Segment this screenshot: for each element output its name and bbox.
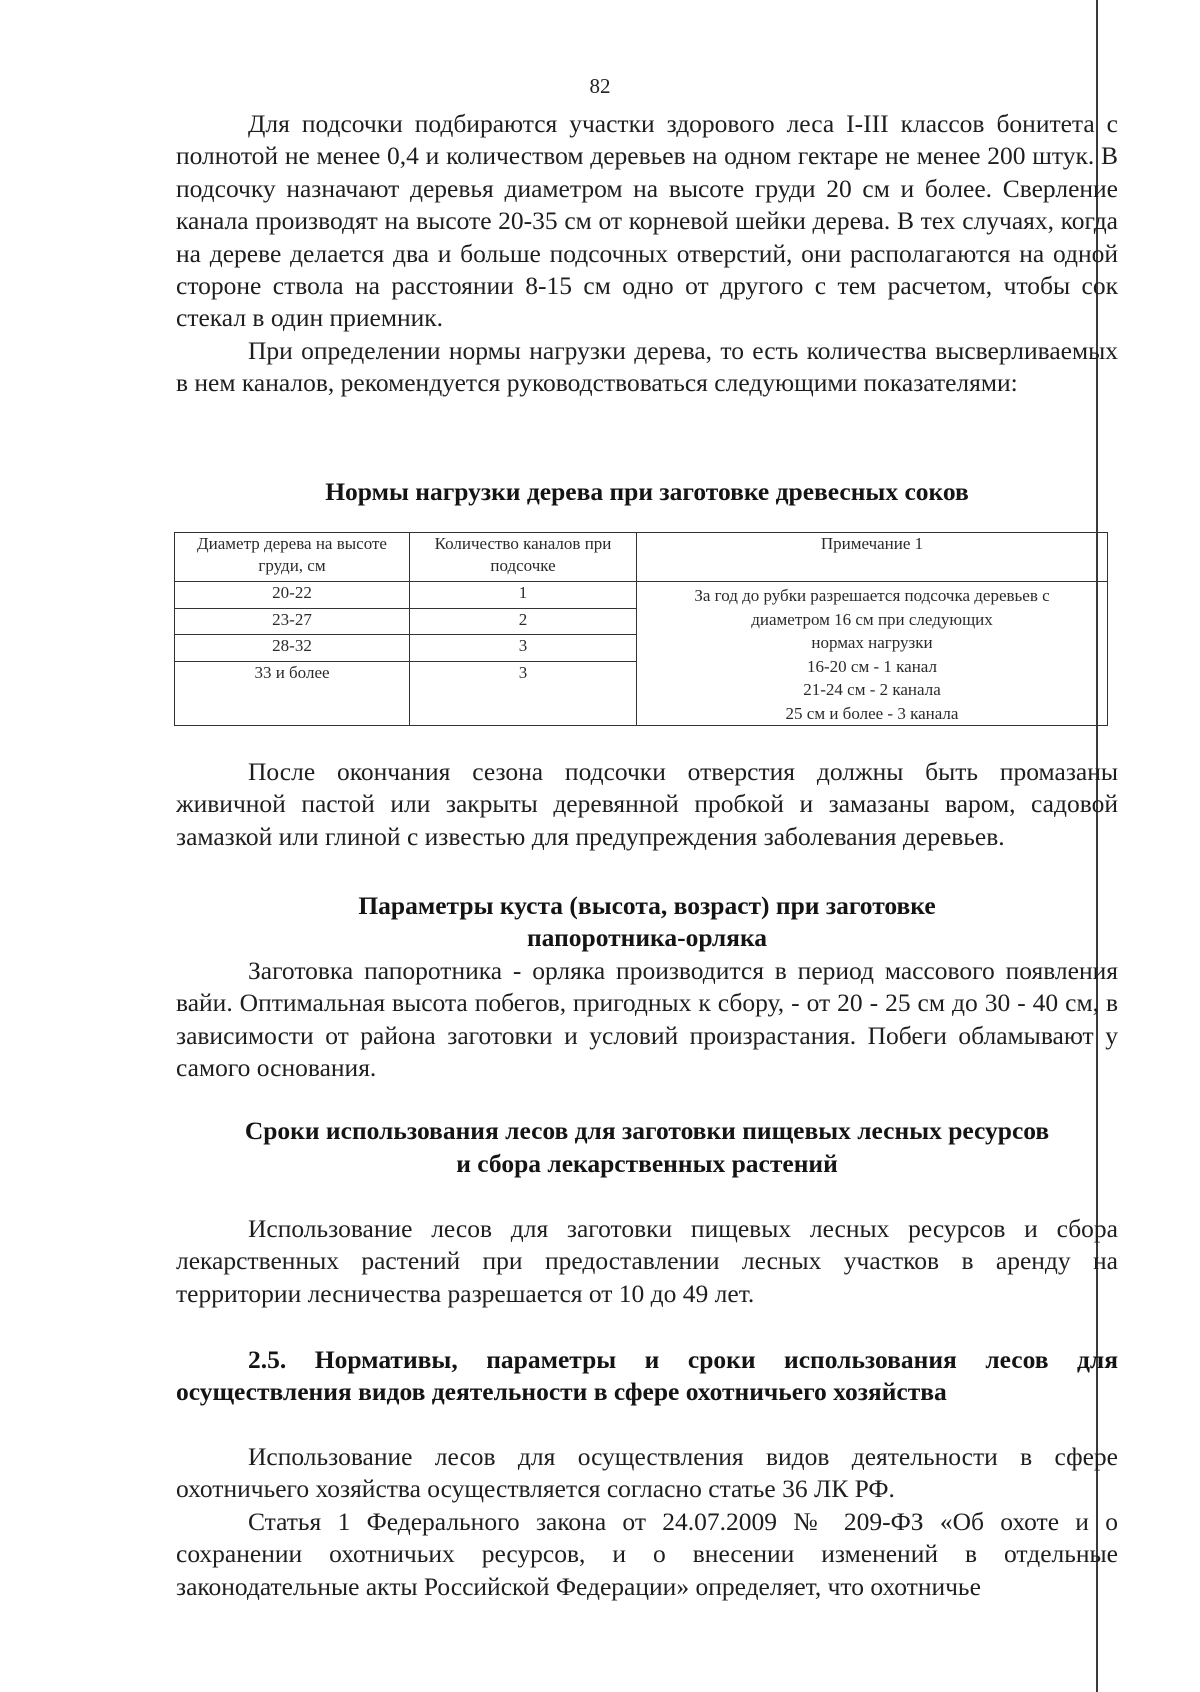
- cell-diameter: 33 и более: [175, 662, 410, 726]
- heading-fern-params-line2: папоротника-орляка: [526, 923, 768, 952]
- cell-channels: 3: [410, 662, 637, 726]
- heading-section-2-5: 2.5. Нормативы, параметры и сроки использования лесов для осуществления видов деятельности в сфере охотничьего хозяйства: [176, 1345, 1118, 1406]
- page-number: 82: [589, 74, 611, 98]
- table-title: Нормы нагрузки дерева при заготовке древесных соков: [325, 477, 969, 506]
- note-line: 21-24 см - 2 канала: [803, 680, 941, 699]
- note-line: За год до рубки разрешается подсочка деревьев с: [694, 586, 1050, 605]
- heading-terms-line1: Сроки использования лесов для заготовки пищевых лесных ресурсов: [244, 1116, 1050, 1145]
- heading-fern-params-line1: Параметры куста (высота, возраст) при заготовке: [358, 891, 936, 920]
- note-line: 25 см и более - 3 канала: [785, 703, 959, 723]
- table-header-row: [175, 533, 1108, 582]
- header-channels: Количество каналов при подсочке: [410, 533, 637, 582]
- paragraph-fern-harvest: Заготовка папоротника - орляка производится в период массового появления вайи. Оптимальная высота побегов, пригодных к сбору, - от 20 - 25 см до 30 - 40 см, в зависимости от района заготовки и условий произрастания. Побеги обламывают у самого основания.: [176, 956, 1118, 1083]
- paragraph-federal-law: Статья 1 Федерального закона от 24.07.2009 № 209-ФЗ «Об охоте и о сохранении охотничьих ресурсов, и о внесении изменений в отдельные законодательные акты Российской Федерации» определяет, что охотничье: [176, 1507, 1118, 1601]
- cell-channels: 3: [410, 635, 637, 662]
- paragraph-sap-tapping-sites: Для подсочки подбираются участки здорового леса I-III классов бонитета с полнотой не менее 0,4 и количеством деревьев на одном гектаре не менее 200 штук. В подсочку назначают деревья диаметром на высоте груди 20 см и более. Сверление канала производят на высоте 20-35 см от корневой шейки дерева. В тех случаях, когда на дереве делается два и больше подсочных отверстий, они располагаются на одной стороне ствола на расстоянии 8-15 см одно от другого с тем расчетом, чтобы сок стекал в один приемник.: [176, 109, 1118, 333]
- cell-channels: 2: [410, 608, 637, 635]
- paragraph-load-norms-intro: При определении нормы нагрузки дерева, то есть количества высверливаемых в нем каналов, рекомендуется руководствоваться следующими показателями:: [176, 336, 1118, 398]
- table-row: [175, 582, 1108, 609]
- cell-channels: 1: [410, 582, 637, 609]
- cell-note: [637, 582, 1108, 726]
- cell-diameter: 20-22: [175, 582, 410, 609]
- cell-diameter: 23-27: [175, 608, 410, 635]
- paragraph-lease-terms: Использование лесов для заготовки пищевых лесных ресурсов и сбора лекарственных растений при предоставлении лесных участков в аренду на территории лесничества разрешается от 10 до 49 лет.: [176, 1214, 1118, 1308]
- paragraph-after-season: После окончания сезона подсочки отверстия должны быть промазаны живичной пастой или закрыты деревянной пробкой и замазаны варом, садовой замазкой или глиной с известью для предупреждения заболевания деревьев.: [176, 757, 1118, 851]
- paragraph-hunting-usage: Использование лесов для осуществления видов деятельности в сфере охотничьего хозяйства осуществляется согласно статье 36 ЛК РФ.: [176, 1442, 1118, 1504]
- header-note: Примечание 1: [637, 533, 1108, 582]
- note-line: диаметром 16 см при следующих: [751, 609, 993, 629]
- tree-load-norms-table: [174, 532, 1108, 726]
- heading-terms-line2: и сбора лекарственных растений: [456, 1149, 838, 1178]
- note-line: нормах нагрузки: [811, 633, 933, 652]
- cell-diameter: 28-32: [175, 635, 410, 662]
- header-diameter: Диаметр дерева на высоте груди, см: [175, 533, 410, 582]
- note-line: 16-20 см - 1 канал: [807, 656, 937, 676]
